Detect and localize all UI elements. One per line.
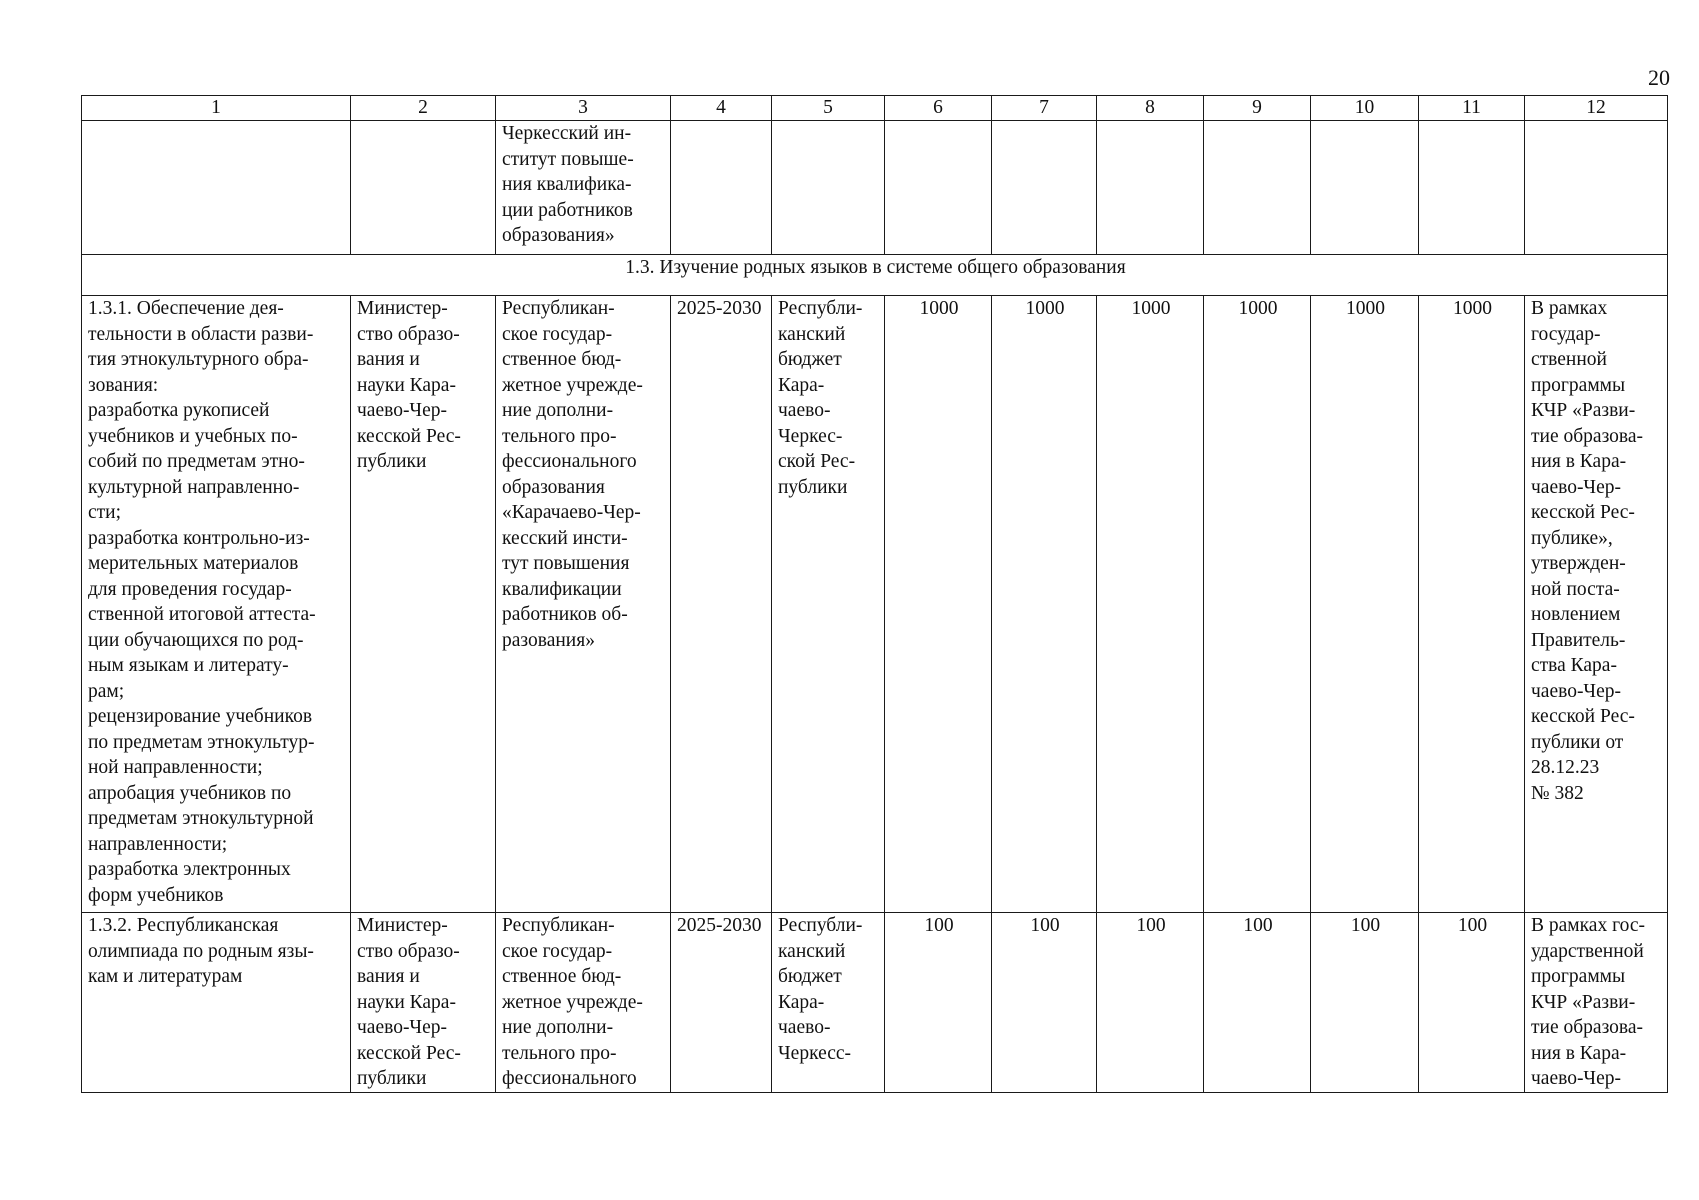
cell-text-line: чаево-Чер- <box>1531 1068 1622 1089</box>
cell-text-line: ния в Кара- <box>1531 451 1627 472</box>
cell-text-line: Правитель- <box>1531 629 1626 651</box>
cell-text-line: ства Кара- <box>1531 655 1617 676</box>
cell-text-line: «Карачаево-Чер- <box>502 502 641 523</box>
cell-text-line: КЧР «Разви- <box>1531 400 1636 421</box>
column-number-cell: 8 <box>1097 96 1204 121</box>
cell-text-line: кесской Рес- <box>357 1042 461 1064</box>
measure-cell <box>82 296 351 913</box>
cell-text-line: бюджет <box>778 966 842 987</box>
cell-text-line: утвержден- <box>1531 553 1626 574</box>
column-number-cell: 9 <box>1204 96 1311 121</box>
cell-text-line: ным языкам и литерату- <box>88 655 289 676</box>
cell-text-line: тут повышения <box>502 553 630 574</box>
value-cell: 100 <box>1204 913 1311 1093</box>
cell-text-line: фессионального <box>502 1068 637 1089</box>
cell-text-line: ственной итоговой аттеста- <box>88 604 316 625</box>
value-cell: 100 <box>1311 913 1419 1093</box>
cell-text-line: канский <box>778 323 846 345</box>
cell-text-line: В рамках <box>1531 298 1608 319</box>
cell-text-line: ударственной <box>1531 940 1644 962</box>
note-cell <box>1525 296 1668 913</box>
cell-text-line: тельного про- <box>502 425 617 447</box>
cell-text-line: публики от <box>1531 731 1624 753</box>
cell-text-line: разработка рукописей <box>88 400 270 421</box>
cell-text-line: № 382 <box>1531 782 1584 804</box>
cell-text-line: разработка контрольно-из- <box>88 527 310 549</box>
cell-text-line: Республикан- <box>502 915 615 936</box>
table-cell <box>885 121 992 255</box>
period-cell: 2025-2030 <box>671 913 772 1093</box>
cell-text-line: Республикан- <box>502 298 615 319</box>
cell-text-line: публике», <box>1531 527 1613 549</box>
cell-text-line: учебников и учебных по- <box>88 425 298 447</box>
cell-text-line: Черкесский ин- <box>502 123 632 144</box>
cell-text-line: жетное учрежде- <box>502 991 643 1013</box>
cell-text-line: ститут повыше- <box>502 148 634 170</box>
cell-text-line: чаево-Чер- <box>1531 680 1622 702</box>
cell-text-line: КЧР «Разви- <box>1531 991 1636 1013</box>
cell-text-line: Республи- <box>778 298 863 319</box>
cell-text-line: тельного про- <box>502 1042 617 1064</box>
cell-text-line: науки Кара- <box>357 991 456 1013</box>
column-number-cell: 2 <box>351 96 496 121</box>
cell-text-line: публики <box>357 451 427 472</box>
table-cell <box>1311 121 1419 255</box>
table-row <box>82 296 1668 913</box>
cell-text-line: канский <box>778 940 846 962</box>
responsible-cell <box>351 296 496 913</box>
column-number-cell: 10 <box>1311 96 1419 121</box>
table-cell <box>671 121 772 255</box>
cell-text-line: ной направленности; <box>88 757 263 778</box>
cell-text-line: собий по предметам этно- <box>88 451 305 472</box>
cell-text-line: программы <box>1531 374 1626 396</box>
cell-text-line: ственной <box>1531 349 1607 370</box>
cell-text-line: программы <box>1531 966 1626 987</box>
cell-text-line: культурной направленно- <box>88 476 300 498</box>
cell-text-line: зования: <box>88 374 159 396</box>
cell-text-line: рам; <box>88 680 125 702</box>
column-number-cell: 5 <box>772 96 885 121</box>
cell-text-line: Республи- <box>778 915 863 936</box>
column-number-cell: 7 <box>992 96 1097 121</box>
cell-text-line: Черкес- <box>778 425 843 447</box>
program-measures-table <box>81 95 1668 1093</box>
table-row-continued <box>82 121 1668 255</box>
cell-text-line: Кара- <box>778 374 825 396</box>
cell-text-line: вания и <box>357 349 420 370</box>
funding-source-cell <box>772 913 885 1093</box>
cell-text-line: 28.12.23 <box>1531 757 1600 778</box>
cell-text-line: олимпиада по родным язы- <box>88 940 314 962</box>
value-cell: 100 <box>992 913 1097 1093</box>
cell-text-line: апробация учебников по <box>88 782 292 804</box>
cell-text-line: Министер- <box>357 915 448 936</box>
column-number-cell: 4 <box>671 96 772 121</box>
cell-text-line: тие образова- <box>1531 1017 1644 1038</box>
cell-text-line: по предметам этнокультур- <box>88 731 315 753</box>
value-cell: 1000 <box>1204 296 1311 913</box>
cell-text-line: ское государ- <box>502 940 613 962</box>
cell-text-line: образования <box>502 476 605 498</box>
cell-text-line: Министер- <box>357 298 448 319</box>
executor-cell <box>496 296 671 913</box>
cell-text-line: ции обучающихся по род- <box>88 629 304 651</box>
measure-cell <box>82 913 351 1093</box>
note-cell <box>1525 913 1668 1093</box>
executor-cell <box>496 121 671 255</box>
value-cell: 100 <box>1097 913 1204 1093</box>
cell-text-line: направленности; <box>88 833 228 855</box>
cell-text-line: ние дополни- <box>502 1017 614 1038</box>
value-cell: 1000 <box>1311 296 1419 913</box>
cell-text-line: образования» <box>502 225 615 246</box>
cell-text-line: тие образова- <box>1531 425 1644 447</box>
cell-text-line: чаево- <box>778 1017 831 1038</box>
value-cell: 1000 <box>885 296 992 913</box>
table-row <box>82 913 1668 1093</box>
cell-text-line: ство образо- <box>357 940 460 962</box>
value-cell: 1000 <box>1419 296 1525 913</box>
cell-text-line: для проведения государ- <box>88 578 292 600</box>
cell-text-line: ственное бюд- <box>502 349 622 370</box>
value-cell: 100 <box>885 913 992 1093</box>
cell-text-line: тия этнокультурного обра- <box>88 349 309 370</box>
cell-text-line: кам и литературам <box>88 966 243 987</box>
cell-text-line: кесский инсти- <box>502 527 628 549</box>
value-cell: 1000 <box>992 296 1097 913</box>
column-number-cell: 6 <box>885 96 992 121</box>
column-number-cell: 11 <box>1419 96 1525 121</box>
cell-text-line: публики <box>778 476 848 498</box>
cell-text-line: науки Кара- <box>357 374 456 396</box>
cell-text-line: фессионального <box>502 451 637 472</box>
cell-text-line: разработка электронных <box>88 859 291 880</box>
table-cell <box>1097 121 1204 255</box>
cell-text-line: бюджет <box>778 349 842 370</box>
cell-text-line: ние дополни- <box>502 400 614 421</box>
cell-text-line: мерительных материалов <box>88 553 299 574</box>
cell-text-line: кесской Рес- <box>1531 502 1635 523</box>
table-cell <box>351 121 496 255</box>
cell-text-line: публики <box>357 1068 427 1089</box>
cell-text-line: государ- <box>1531 323 1601 345</box>
table-cell <box>992 121 1097 255</box>
value-cell: 100 <box>1419 913 1525 1093</box>
period-cell: 2025-2030 <box>671 296 772 913</box>
cell-text-line: ной поста- <box>1531 578 1620 600</box>
column-number-cell: 1 <box>82 96 351 121</box>
cell-text-line: сти; <box>88 502 122 523</box>
table-cell <box>1419 121 1525 255</box>
cell-text-line: работников об- <box>502 604 628 625</box>
cell-text-line: ство образо- <box>357 323 460 345</box>
cell-text-line: рецензирование учебников <box>88 706 313 727</box>
column-number-row <box>82 96 1668 121</box>
table-cell <box>772 121 885 255</box>
cell-text-line: ния в Кара- <box>1531 1042 1627 1064</box>
cell-text-line: В рамках гос- <box>1531 915 1645 936</box>
executor-cell <box>496 913 671 1093</box>
cell-text-line: новлением <box>1531 604 1621 625</box>
cell-text-line: ции работников <box>502 199 633 221</box>
cell-text-line: тельности в области разви- <box>88 323 314 345</box>
funding-source-cell <box>772 296 885 913</box>
cell-text-line: ской Рес- <box>778 451 856 472</box>
cell-text-line: вания и <box>357 966 420 987</box>
section-row <box>82 255 1668 296</box>
cell-text-line: ское государ- <box>502 323 613 345</box>
cell-text-line: форм учебников <box>88 884 224 906</box>
table-cell <box>82 121 351 255</box>
cell-text-line: чаево- <box>778 400 831 421</box>
cell-text-line: 1.3.2. Республиканская <box>88 915 279 936</box>
cell-text-line: 1.3.1. Обеспечение дея- <box>88 298 284 319</box>
cell-text-line: чаево-Чер- <box>357 400 448 421</box>
column-number-cell: 3 <box>496 96 671 121</box>
cell-text-line: кесской Рес- <box>357 425 461 447</box>
cell-text-line: чаево-Чер- <box>1531 476 1622 498</box>
section-title: 1.3. Изучение родных языков в системе общего образования <box>82 255 1668 296</box>
cell-text-line: ния квалифика- <box>502 174 632 195</box>
page-number: 20 <box>1648 65 1670 90</box>
value-cell: 1000 <box>1097 296 1204 913</box>
cell-text-line: ственное бюд- <box>502 966 622 987</box>
cell-text-line: Черкесс- <box>778 1042 852 1064</box>
cell-text-line: чаево-Чер- <box>357 1017 448 1038</box>
cell-text-line: кесской Рес- <box>1531 706 1635 727</box>
table-cell <box>1525 121 1668 255</box>
cell-text-line: жетное учрежде- <box>502 374 643 396</box>
responsible-cell <box>351 913 496 1093</box>
table-cell <box>1204 121 1311 255</box>
column-number-cell: 12 <box>1525 96 1668 121</box>
cell-text-line: разования» <box>502 629 595 651</box>
cell-text-line: предметам этнокультурной <box>88 808 314 829</box>
cell-text-line: Кара- <box>778 991 825 1013</box>
cell-text-line: квалификации <box>502 578 622 600</box>
